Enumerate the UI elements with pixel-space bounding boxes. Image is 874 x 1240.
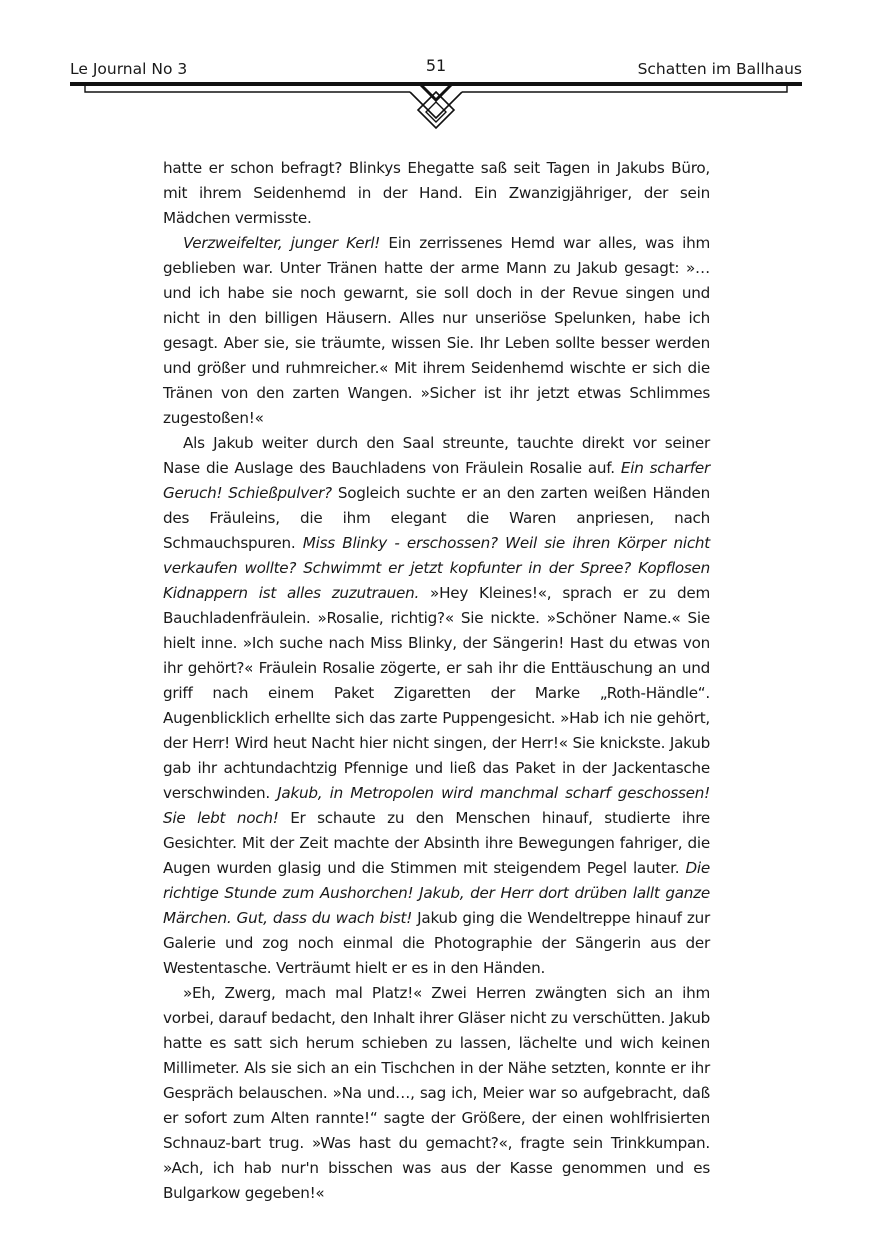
italic-thought: Ein scharfer Geruch! Schießpulver? [163,459,710,502]
journal-title: Le Journal No 3 [70,60,188,78]
text-run: Als Jakub weiter durch den Saal streunte, tauchte direkt vor seiner Nase die Auslage des Bauchladens von Fräulein Rosalie auf. [163,434,710,477]
text-run: »Eh, Zwerg, mach mal Platz!« Zwei Herren zwängten sich an ihm vorbei, darauf bedacht, den Inhalt ihrer Gläser nicht zu verschütten. Jakub hatte es satt sich herum schieben zu lassen, lächelte und wich keinen Millimeter. Als sie sich an ein Tischchen in der Nähe setzten, konnte er ihr Gespräch belauschen. »Na und…, sag ich, Meier war so aufgebracht, daß er sofort zum Alten rannte!“ sagte der Größere, der einen wohlfrisierten Schnauz-bart trug. »Was hast du gemacht?«, fragte sein Trinkkumpan. »Ach, ich hab nur'n bisschen was aus der Kasse genommen und es Bulgarkow gegeben!« [163,984,710,1202]
italic-thought: Jakub, in Metropolen wird manchmal scharf geschossen! Sie lebt noch! [163,784,710,827]
text-run: Sogleich suchte er an den zarten weißen Händen des Fräuleins, die ihm elegant die Waren anpriesen, nach Schmauchspuren. [163,484,710,552]
italic-thought: Miss Blinky - erschossen? Weil sie ihren Körper nicht verkaufen wollte? Schwimmt er jetzt kopfunter in der Spree? Kopflosen Kidnappern ist alles zuzutrauen. [163,534,710,602]
body-text [163,156,710,1206]
text-run: Ein zerrissenes Hemd war alles, was ihm geblieben war. Unter Tränen hatte der arme Mann zu Jakub gesagt: »…und ich habe sie noch gewarnt, sie soll doch in der Revue singen und nicht in den billigen Häusern. Alles nur unseriöse Spelunken, habe ich gesagt. Aber sie, sie träumte, wissen Sie. Ihr Leben sollte besser werden und größer und ruhmreicher.« Mit ihrem Seidenhemd wischte er sich die Tränen von den zarten Wangen. »Sicher ist ihr jetzt etwas Schlimmes zugestoßen!« [163,234,710,427]
text-run: hatte er schon befragt? Blinkys Ehegatte saß seit Tagen in Jakubs Büro, mit ihrem Seidenhemd in der Hand. Ein Zwanzigjähriger, der sein Mädchen vermisste. [163,159,710,227]
header-ornament-rule [70,80,802,136]
paragraph [163,156,710,231]
italic-thought: Verzweifelter, junger Kerl! [183,234,381,252]
page-number: 51 [425,56,447,75]
running-header [70,56,802,80]
paragraph [163,431,710,981]
paragraph [163,231,710,431]
text-run: Er schaute zu den Menschen hinauf, studierte ihre Gesichter. Mit der Zeit machte der Absinth ihre Bewegungen fahriger, die Augen wurden glasig und die Stimmen mit steigendem Pegel lauter. [163,809,711,877]
paragraph [163,981,710,1206]
text-run: Jakub ging die Wendeltreppe hinauf zur Galerie und zog noch einmal die Photographie der Sängerin aus der Westentasche. Verträumt hielt er es in den Händen. [163,909,710,977]
italic-thought: Die richtige Stunde zum Aushorchen! Jakub, der Herr dort drüben lallt ganze Märchen. Gut, dass du wach bist! [163,859,710,927]
text-run: »Hey Kleines!«, sprach er zu dem Bauchladenfräulein. »Rosalie, richtig?« Sie nickte. »Schöner Name.« Sie hielt inne. »Ich suche nach Miss Blinky, der Sängerin! Hast du etwas von ihr gehört?« Fräulein Rosalie zögerte, er sah ihr die Enttäuschung an und griff nach einem Paket Zigaretten der Marke „Roth-Händle“. Augenblicklich erhellte sich das zarte Puppengesicht. »Hab ich nie gehört, der Herr! Wird heut Nacht hier nicht singen, der Herr!« Sie knickste. Jakub gab ihr achtundachtzig Pfennige und ließ das Paket in der Jackentasche verschwinden. [163,584,711,802]
chapter-title: Schatten im Ballhaus [637,60,802,78]
